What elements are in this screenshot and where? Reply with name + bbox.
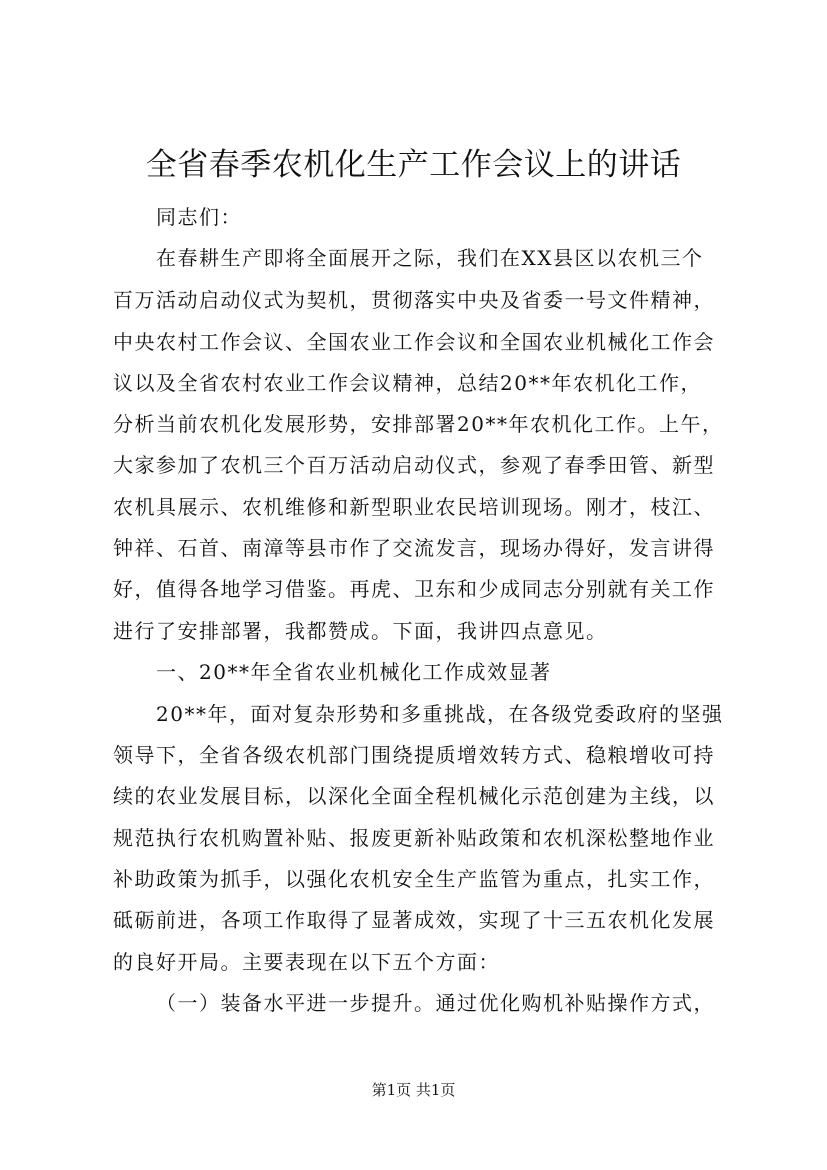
paragraph-line: 分析当前农机化发展形势，安排部署20**年农机化工作。上午， [113,412,724,436]
paragraph-line: 百万活动启动仪式为契机，贯彻落实中央及省委一号文件精神， [113,288,715,312]
subsection-line: （一）装备水平进一步提升。通过优化购机补贴操作方式， [156,991,715,1015]
paragraph-line: 在春耕生产即将全面展开之际，我们在XX县区以农机三个 [156,246,704,270]
paragraph-line: 大家参加了农机三个百万活动启动仪式，参观了春季田管、新型 [113,453,715,477]
page-footer: 第1页 共1页 [371,1081,456,1099]
paragraph-line: 补助政策为抓手，以强化农机安全生产监管为重点，扎实工作， [113,867,715,891]
paragraph-line: 中央农村工作会议、全国农业工作会议和全国农业机械化工作会 [113,330,715,354]
paragraph-line: 好，值得各地学习借鉴。再虎、卫东和少成同志分别就有关工作 [113,577,715,601]
paragraph-line: 领导下，全省各级农机部门围绕提质增效转方式、稳粮增收可持 [113,743,715,767]
paragraph-line: 规范执行农机购置补贴、报废更新补贴政策和农机深松整地作业 [113,826,715,850]
document-title: 全省春季农机化生产工作会议上的讲话 [145,147,682,183]
paragraph-line: 续的农业发展目标，以深化全面全程机械化示范创建为主线，以 [113,784,715,808]
paragraph-line: 的良好开局。主要表现在以下五个方面： [113,950,500,974]
paragraph-line: 农机具展示、农机维修和新型职业农民培训现场。刚才，枝江、 [113,495,715,519]
paragraph-line: 钟祥、石首、南漳等县市作了交流发言，现场办得好，发言讲得 [113,536,715,560]
paragraph-line: 议以及全省农村农业工作会议精神，总结20**年农机化工作， [113,371,702,395]
section-heading: 一、20**年全省农业机械化工作成效显著 [156,660,552,684]
paragraph-line: 进行了安排部署，我都赞成。下面，我讲四点意见。 [113,619,608,643]
paragraph-line: 砥砺前进，各项工作取得了显著成效，实现了十三五农机化发展 [113,908,715,932]
paragraph-line: 20**年，面对复杂形势和多重挑战，在各级党委政府的坚强 [156,702,724,726]
salutation: 同志们： [156,205,242,229]
